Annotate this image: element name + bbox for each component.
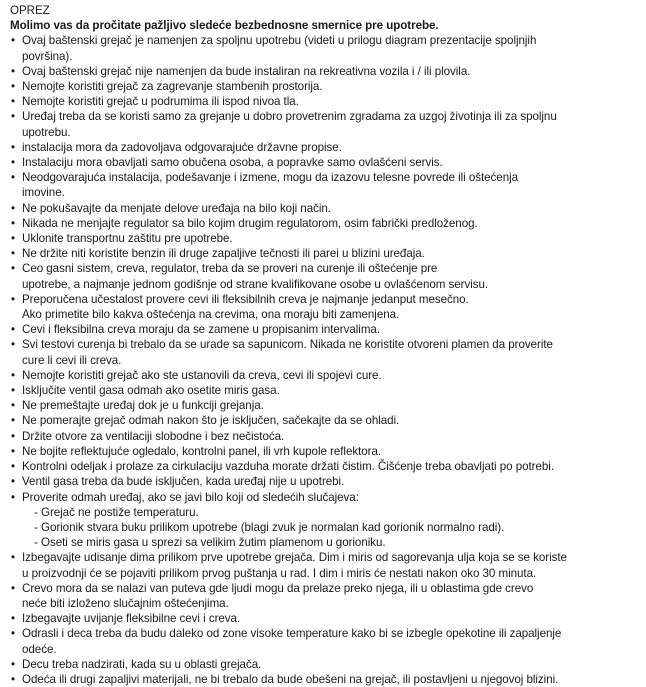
list-item (10, 79, 638, 94)
list-item (10, 33, 638, 63)
list-item (10, 459, 638, 474)
list-item (10, 246, 638, 261)
list-item-text: površina). (22, 49, 73, 63)
list-item-text: cure li cevi ili creva. (22, 353, 122, 367)
list-item-text: • Kontrolni odeljak i prolaze za cirkulaciju vazduha morate držati čistim. Čišćenje treba obavljati po potrebi. (22, 460, 554, 474)
list-item-text: • Nikada ne menjajte regulator sa bilo kojim drugim regulatorom, osim fabrički predloženog. (22, 216, 478, 230)
list-item-text: • Nemojte koristiti grejač za zagrevanje stambenih prostorija. (22, 80, 323, 94)
list-item-text: odeće. (22, 642, 57, 656)
list-item-text: • Izbegavajte udisanje dima prilikom prve upotrebe grejača. Dim i miris od sagorevanja ulja koja se se koriste (22, 551, 567, 565)
list-item (10, 292, 638, 322)
list-item-text: • Svi testovi curenja bi trebalo da se urade sa sapunicom. Nikada ne koristite otvoreni plamen da proverite (22, 338, 553, 352)
list-item (10, 611, 638, 626)
list-item-text: • Instalaciju mora obavljati samo obučena osoba, a popravke samo ovlašćeni servis. (22, 156, 443, 170)
list-item-text: • Odeća ili drugi zapaljivi materijali, ne bi trebalo da bude obešeni na grejač, ili postavljeni u njegovoj blizini. (22, 672, 559, 686)
list-item-text: • instalacija mora da zadovoljava odgovarajuće državne propise. (22, 140, 342, 154)
list-item-text: Ako primetite bilo kakva oštećenja na crevima, ona moraju biti zamenjena. (22, 308, 400, 322)
document-intro: Molimo vas da pročitate pažljivo sledeće bezbednosne smernice pre upotrebe. (10, 19, 439, 33)
list-item-text: • Ne bojite reflektujuće ogledalo, kontrolni panel, ili vrh kupole reflektora. (22, 444, 382, 458)
list-item (10, 140, 638, 155)
sub-list-item: - Grejač ne postiže temperaturu. (34, 505, 199, 519)
list-item (10, 383, 638, 398)
list-item-text: • Ovaj baštenski grejač nije namenjen da bude instaliran na rekreativna vozila i / ili plovila. (22, 64, 471, 78)
list-item-text: upotrebe, a najmanje jednom godišnje od strane kvalifikovane osobe u ovlašćenom servisu. (22, 277, 489, 291)
list-item (10, 672, 638, 687)
safety-guidelines-list (10, 33, 638, 687)
list-item (10, 444, 638, 459)
list-item-text: • Odrasli i deca treba da budu daleko od zone visoke temperature kako bi se izbegle opekotine ili zapaljenje (22, 627, 562, 641)
list-item-text: • Ne pokušavajte da menjate delove uređaja na bilo koji način. (22, 201, 331, 215)
sub-list (22, 505, 638, 551)
list-item-text: upotrebu. (22, 125, 71, 139)
list-item (10, 337, 638, 367)
list-item-text: • Ovaj baštenski grejač je namenjen za spoljnu upotrebu (videti u prilogu diagram prezentacije spoljnjih (22, 34, 537, 48)
list-item (10, 64, 638, 79)
list-item (10, 657, 638, 672)
list-item (10, 474, 638, 489)
list-item-text: • Ne premeštajte uređaj dok je u funkciji grejanja. (22, 399, 264, 413)
list-item-text: • Cevi i fleksibilna creva moraju da se zamene u propisanim intervalima. (22, 323, 380, 337)
list-item-text: • Držite otvore za ventilaciji slobodne i bez nečistoća. (22, 429, 285, 443)
list-item (10, 550, 638, 580)
list-item-text: • Neodgovarajuća instalacija, podešavanje i izmene, mogu da izazovu telesne povrede ili oštećenja (22, 171, 519, 185)
list-item (10, 429, 638, 444)
list-item (10, 216, 638, 231)
document-heading: OPREZ (10, 4, 50, 17)
list-item-text: neće biti izloženo slučajnim oštećenjima. (22, 596, 229, 610)
list-item (10, 490, 638, 551)
list-item (10, 581, 638, 611)
sub-list-item: - Oseti se miris gasa u sprezi sa velikim žutim plamenom u gorioniku. (34, 536, 386, 550)
list-item-text: • Uređaj treba da se koristi samo za grejanje u dobro provetrenim zgradama za uzgoj životinja ili za spoljnu (22, 110, 557, 124)
list-item (10, 94, 638, 109)
list-item (10, 413, 638, 428)
list-item-text: • Crevo mora da se nalazi van puteva gde ljudi mogu da prelaze preko njega, ili u oblastima gde crevo (22, 581, 534, 595)
list-item (10, 322, 638, 337)
list-item-text: • Preporučena učestalost provere cevi ili fleksibilnih creva je najmanje jedanput mesečno. (22, 292, 469, 306)
list-item (10, 170, 638, 200)
list-item (10, 231, 638, 246)
list-item-text: • Ne držite niti koristite benzin ili druge zapaljive tečnosti ili parei u blizini uređaja. (22, 247, 425, 261)
list-item (10, 398, 638, 413)
list-item-text: • Ventil gasa treba da bude isključen, kada uređaj nije u upotrebi. (22, 475, 345, 489)
list-item (10, 626, 638, 656)
list-item-text: • Nemojte koristiti grejač ako ste ustanovili da creva, cevi ili spojevi cure. (22, 368, 382, 382)
list-item (10, 201, 638, 216)
list-item-text: • Ceo gasni sistem, creva, regulator, treba da se proveri na curenje ili oštećenje pre (22, 262, 438, 276)
list-item-text: • Uklonite transportnu zaštitu pre upotrebe. (22, 232, 233, 246)
list-item (10, 109, 638, 139)
list-item-text: • Decu treba nadzirati, kada su u oblasti grejača. (22, 657, 262, 671)
list-item (10, 155, 638, 170)
list-item-text: • Isključite ventil gasa odmah ako osetite miris gasa. (22, 384, 280, 398)
sub-list-item: - Gorionik stvara buku prilikom upotrebe (blagi zvuk je normalan kad gorionik normalno radi). (34, 520, 505, 534)
list-item-text: • Ne pomerajte grejač odmah nakon što je isključen, sačekajte da se ohladi. (22, 414, 400, 428)
list-item-text: • Proverite odmah uređaj, ako se javi bilo koji od sledećih slučajeva: (22, 490, 359, 504)
list-item-text: imovine. (22, 186, 65, 200)
list-item-text: • Izbegavajte uvijanje fleksibilne cevi i creva. (22, 612, 241, 626)
list-item-text: u proizvodnji će se pojaviti prilikom prvog puštanja u rad. I dim i miris će nestati nakon oko 30 minuta. (22, 566, 537, 580)
list-item (10, 368, 638, 383)
list-item (10, 261, 638, 291)
list-item-text: • Nemojte koristiti grejač u podrumima ili ispod nivoa tla. (22, 95, 299, 109)
